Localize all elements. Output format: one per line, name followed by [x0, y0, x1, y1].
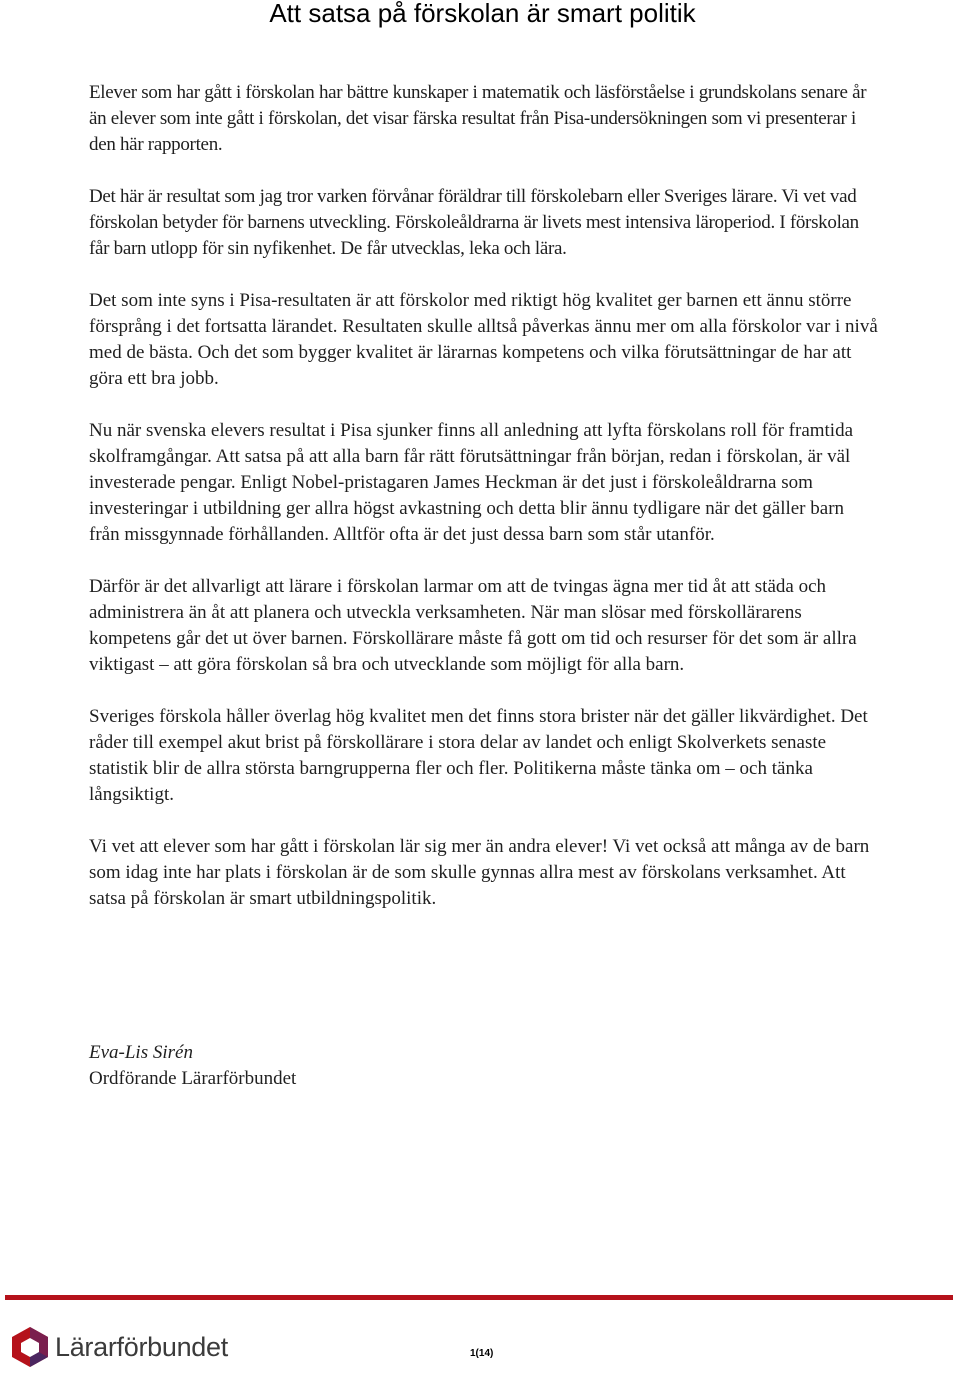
- hexagon-logo-icon: [12, 1327, 48, 1367]
- paragraph-7: Vi vet att elever som har gått i förskolan lär sig mer än andra elever! Vi vet också att många av de barn som idag inte har plats i förskolan är de som skulle gynnas allra mest av förskolans verksamhet. Att satsa på förskolan är smart utbildningspolitik.: [89, 836, 870, 909]
- signature-role: Ordförande Lärarförbundet: [89, 1068, 297, 1089]
- document-title: Att satsa på förskolan är smart politik: [269, 0, 696, 28]
- paragraph-2: Det här är resultat som jag tror varken förvånar föräldrar till förskolebarn eller Sveriges lärare. Vi vet vad förskolan betyder för barnens utveckling. Förskoleåldrarna är livets mest intensiva läroperiod. I förskolan får barn utlopp för sin nyfikenhet. De får utvecklas, leka och lära.: [89, 186, 859, 259]
- paragraph-6: Sveriges förskola håller överlag hög kvalitet men det finns stora brister när det gäller likvärdighet. Det råder till exempel akut brist på förskollärare i stora delar av landet och enligt Skolverkets senaste statistik blir de allra största barngrupperna fler och fler. Politikerna måste tänka om – och tänka långsiktigt.: [89, 706, 868, 805]
- footer-divider: [5, 1295, 953, 1300]
- paragraph-5: Därför är det allvarligt att lärare i förskolan larmar om att de tvingas ägna mer tid åt att städa och administrera än åt att planera och utveckla verksamheten. När man slösar med förskollärarens kompetens går det ut över barnen. Förskollärare måste få gott om tid och resurser för det som är allra viktigast – att göra förskolan så bra och utvecklande som möjligt för alla barn.: [89, 576, 857, 675]
- paragraph-3: Det som inte syns i Pisa-resultaten är att förskolor med riktigt hög kvalitet ger barnen ett ännu större försprång i det fortsatta lärandet. Resultaten skulle alltså påverkas ännu mer om alla förskolor var i nivå med de bästa. Och det som bygger kvalitet är lärarnas kompetens och vilka förutsättningar de har att göra ett bra jobb.: [89, 290, 878, 389]
- brand-logo: [12, 1327, 228, 1367]
- signature-name: Eva-Lis Sirén: [89, 1042, 193, 1063]
- signature-block: [89, 1040, 296, 1092]
- paragraph-4: Nu när svenska elevers resultat i Pisa sjunker finns all anledning att lyfta förskolans roll för framtida skolframgångar. Att satsa på att alla barn får rätt förutsättningar från början, redan i förskolan, är väl investerade pengar. Enligt Nobel-pristagaren James Heckman är det just i förskoleåldrarna som investeringar i utbildning ger allra högst avkastning och detta blir ännu tydligare när det gäller barn från missgynnade förhållanden. Alltför ofta är det just dessa barn som står utanför.: [89, 420, 854, 545]
- paragraph-1: Elever som har gått i förskolan har bättre kunskaper i matematik och läsförståelse i grundskolans senare år än elever som inte gått i förskolan, det visar färska resultat från Pisa-undersökningen som vi presenterar i den här rapporten.: [89, 82, 867, 155]
- logo-wordmark: Lärarförbundet: [55, 1331, 228, 1362]
- page-number: 1(14): [470, 1348, 494, 1359]
- document-body: [89, 80, 879, 938]
